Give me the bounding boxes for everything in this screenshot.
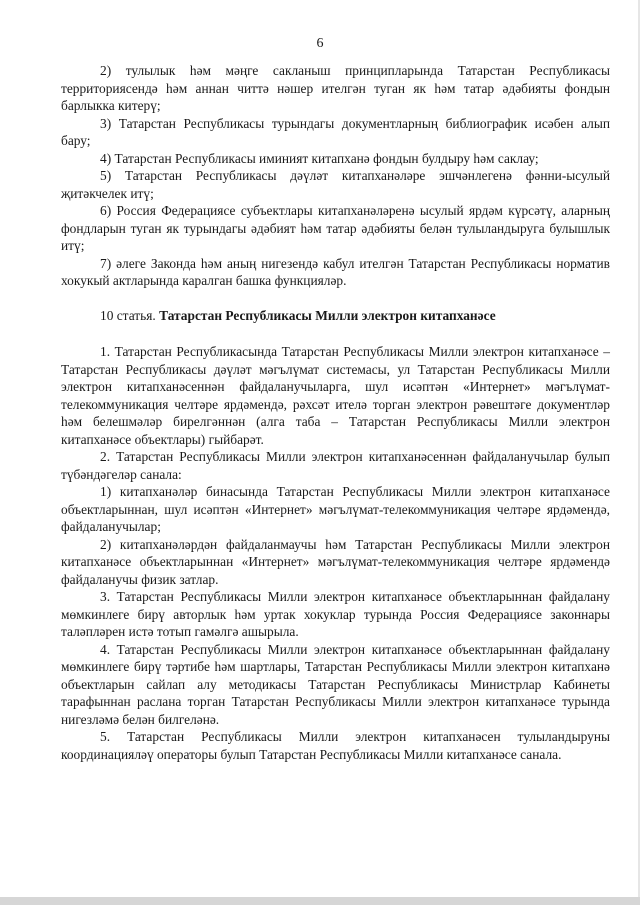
page-number: 6: [316, 36, 324, 51]
paragraph: 5) Татарстан Республикасы дәүләт китапханәләре эшчәнлегенә фәнни-ысулый җитәкчелек итү;: [61, 168, 610, 201]
paragraph: 3) Татарстан Республикасы турындагы документларның библиографик исәбен алып бару;: [61, 115, 610, 148]
paragraph: 4. Татарстан Республикасы Милли электрон китапханәсе объектларыннан файдалану мөмкинлеге бирү тәртибе һәм шартлары, Татарстан Республикасы Милли электрон китапханә объектларын сайлап алу методикасы Татарстан Республикасы Министрлар Кабинеты тарафыннан раслана торган Татарстан Республикасы Милли электрон китапханәсе турында нигезләмә белән билгеләнә.: [61, 641, 610, 727]
paragraph: 7) әлеге Законда һәм аның нигезендә кабул ителгән Татарстан Республикасы норматив хокукый актларында каралган башка функцияләр.: [61, 255, 610, 288]
scan-border: [0, 897, 640, 905]
paragraph: 2. Татарстан Республикасы Милли электрон китапханәсеннән файдаланучылар булып түбәндәгеләр санала:: [61, 449, 610, 482]
paragraph: 2) тулылык һәм мәңге сакланыш принципларында Татарстан Республикасы территориясендә һәм аннан читтә нәшер ителгән туган як һәм татар әдәбияты фондын барлыкка китерү;: [61, 63, 610, 113]
paragraph: 6) Россия Федерациясе субъектлары китапханәләренә ысулый ярдәм күрсәтү, аларның фондларын туган як турындагы әдәбият һәм татар әдәбияты белән тулыландыруга булышлык итү;: [61, 203, 610, 253]
article-title: Татарстан Республикасы Милли электрон китапханәсе: [159, 307, 496, 323]
paragraph: 3. Татарстан Республикасы Милли электрон китапханәсе объектларыннан файдалану мөмкинлеге бирү авторлык һәм уртак хокуклар турында Россия Федерациясе законнары таләпләрен истә тотып гамәлгә ашырыла.: [61, 589, 610, 639]
paragraph: 1) китапханәләр бинасында Татарстан Республикасы Милли электрон китапханәсе объектларыннан, шул исәптән «Интернет» мәгълүмат-телекоммуникация челтәре ярдәмендә, файдаланучылар;: [61, 484, 610, 534]
paragraph: 4) Татарстан Республикасы иминият китапханә фондын булдыру һәм саклау;: [100, 150, 539, 166]
document-body: [61, 62, 610, 763]
paragraph: 1. Татарстан Республикасында Татарстан Республикасы Милли электрон китапханәсе – Татарстан Республикасы дәүләт мәгълүмат системасы, ул Татарстан Республикасы Милли электрон китапханәсеннән файдаланучыларга, шул исәптән «Интернет» мәгълүмат-телекоммуникация челтәре ярдәмендә, рәхсәт ителә торган электрон рәвештәге документләр һәм белешмәләр бирелгәннән (алга таба – Татарстан Республикасы Милли электрон китапханәсе объектлары) гыйбарәт.: [61, 344, 610, 447]
paragraph: 2) китапханәләрдән файдаланмаучы һәм Татарстан Республикасы Милли электрон китапханәсе объектларыннан «Интернет» мәгълүмат-телекоммуникация челтәре ярдәмендә файдаланучы физик затлар.: [61, 536, 610, 587]
paragraph: 5. Татарстан Республикасы Милли электрон китапханәсен тулыландыруны координацияләү операторы булып Татарстан Республикасы Милли китапханәсе санала.: [61, 729, 610, 762]
article-number: 10 статья.: [100, 307, 160, 323]
article-heading: [61, 307, 610, 325]
